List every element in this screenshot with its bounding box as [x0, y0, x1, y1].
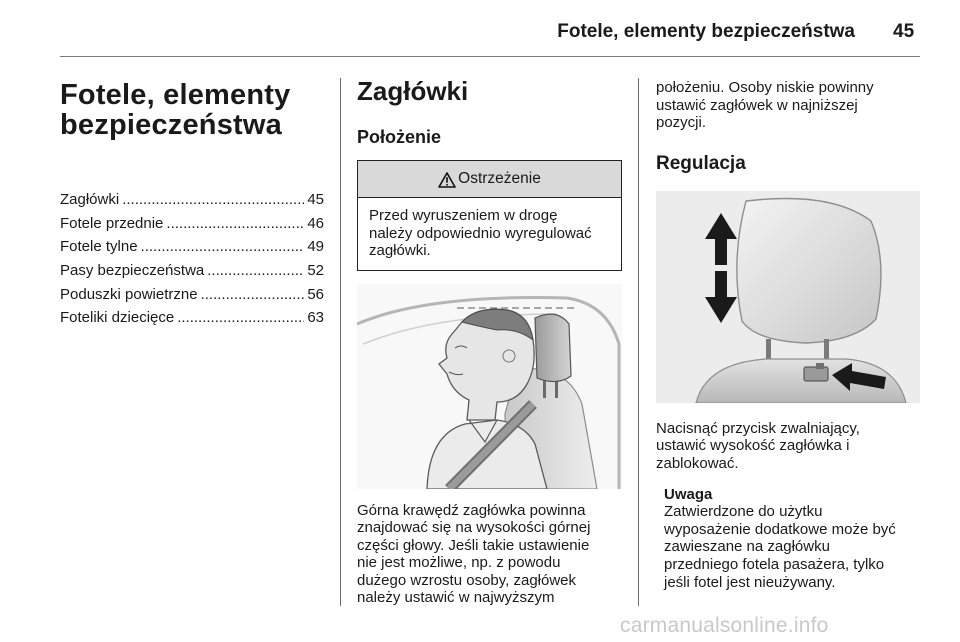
- headrest-adjustment-illustration: [656, 191, 920, 403]
- toc-leader-dots: [201, 283, 305, 307]
- toc-page: 52: [307, 262, 324, 280]
- page-number: 45: [893, 21, 915, 42]
- note-label: Uwaga: [664, 485, 713, 503]
- table-of-contents: [60, 188, 324, 330]
- watermark[interactable]: carmanualsonline.info: [620, 614, 829, 637]
- section-title: Zagłówki: [357, 76, 469, 106]
- toc-label: Foteliki dziecięce: [60, 309, 175, 327]
- chapter-title: [60, 80, 324, 140]
- adjustment-paragraph: Nacisnąć przycisk zwalniający, ustawić wysokość zagłówka i zablokować.: [656, 419, 860, 472]
- chapter-title-line1: Fotele, elementy: [60, 79, 291, 111]
- toc-label: Poduszki powietrzne: [60, 285, 198, 303]
- adjustment-title: Regulacja: [656, 152, 746, 174]
- toc-leader-dots: [141, 235, 305, 259]
- running-title: Fotele, elementy bezpieczeństwa: [557, 21, 855, 42]
- position-paragraph: Górna krawędź zagłówka powinna znajdować się na wysokości górnej części głowy. Jeśli takie ustawienie nie jest możliwe, np. z powodu dużego wzrostu osoby, zagłówek należy ustawić w najwyższym: [357, 501, 591, 607]
- toc-leader-dots: [166, 212, 304, 236]
- toc-entry-zaglowki[interactable]: [60, 188, 324, 212]
- toc-entry-poduszki-powietrzne[interactable]: [60, 283, 324, 307]
- chapter-title-line2: bezpieczeństwa: [60, 109, 282, 141]
- warning-heading: [358, 161, 621, 198]
- toc-page: 46: [307, 214, 324, 232]
- running-head: [0, 17, 960, 47]
- column-divider-left: [340, 78, 341, 606]
- toc-label: Zagłówki: [60, 191, 120, 208]
- toc-label: Fotele przednie: [60, 214, 164, 232]
- warning-line: Przed wyruszeniem w drogę: [369, 207, 558, 224]
- toc-entry-fotele-przednie[interactable]: [60, 212, 324, 236]
- warning-body: [358, 198, 621, 270]
- header-rule: [60, 56, 920, 57]
- subsection-title: Położenie: [357, 127, 442, 147]
- toc-leader-dots: [122, 188, 304, 212]
- toc-entry-pasy-bezpieczenstwa[interactable]: [60, 259, 324, 283]
- position-paragraph-continued: położeniu. Osoby niskie powinny ustawić zagłówek w najniższej pozycji.: [656, 79, 874, 132]
- toc-page: 56: [307, 285, 324, 303]
- toc-label: Fotele tylne: [60, 238, 138, 256]
- toc-entry-foteliki-dzieciece[interactable]: [60, 306, 324, 330]
- toc-leader-dots: [177, 306, 304, 330]
- toc-entry-fotele-tylne[interactable]: [60, 235, 324, 259]
- column-divider-right: [638, 78, 639, 606]
- warning-heading-text: Ostrzeżenie: [458, 170, 541, 187]
- warning-line: należy odpowiednio wyregulować: [369, 224, 592, 242]
- toc-label: Pasy bezpieczeństwa: [60, 262, 205, 280]
- position-column: [357, 76, 623, 607]
- warning-box: [357, 160, 622, 271]
- toc-leader-dots: [207, 259, 304, 283]
- note-text: Zatwierdzone do użytku wyposażenie dodatkowe może być zawieszane na zagłówku przedniego fotela pasażera, tylko jeśli fotel jest nieużywany.: [664, 503, 896, 591]
- chapter-column: [60, 80, 324, 330]
- note-block: [656, 486, 920, 592]
- headrest-position-illustration: [357, 284, 622, 489]
- warning-line: zagłówki.: [369, 242, 431, 259]
- toc-page: 49: [307, 238, 324, 256]
- toc-page: 45: [307, 191, 324, 208]
- toc-page: 63: [307, 309, 324, 327]
- warning-triangle-icon: [438, 172, 456, 188]
- adjustment-column: [656, 79, 920, 591]
